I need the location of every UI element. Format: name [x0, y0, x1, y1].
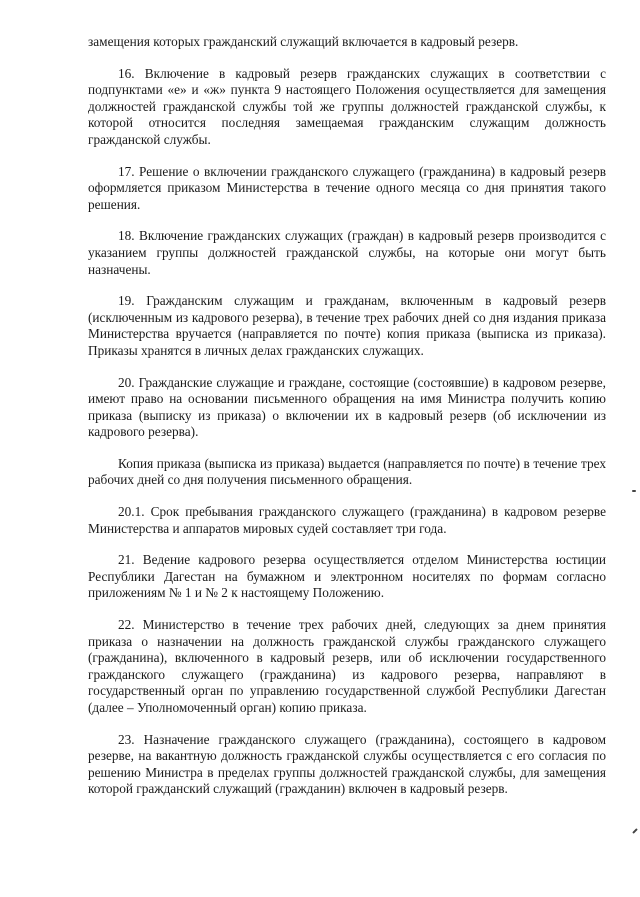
paragraph-20-1: 20.1. Срок пребывания гражданского служащего (гражданина) в кадровом резерве Министерства и аппаратов мировых судей составляет три года. [88, 504, 606, 536]
scan-speck [632, 490, 636, 492]
scan-speck [632, 828, 638, 834]
paragraph-continuation: замещения которых гражданский служащий включается в кадровый резерв. [88, 34, 519, 49]
paragraph-21: 21. Ведение кадрового резерва осуществляется отделом Министерства юстиции Республики Дагестан на бумажном и электронном носителях по формам согласно приложениям № 1 и № 2 к настоящему Положению. [88, 552, 606, 601]
document-body [88, 34, 606, 813]
paragraph-17: 17. Решение о включении гражданского служащего (гражданина) в кадровый резерв оформляется приказом Министерства в течение одного месяца со дня принятия такого решения. [88, 163, 606, 212]
paragraph-20: 20. Гражданские служащие и граждане, состоящие (состоявшие) в кадровом резерве, имеют право на основании письменного обращения на имя Министра получить копию приказа (выписку из приказа) о включении их в кадровый резерв (об исключении из кадрового резерва). [88, 374, 606, 440]
paragraph-20-copy: Копия приказа (выписка из приказа) выдается (направляется по почте) в течение трех рабочих дней со дня получения письменного обращения. [88, 455, 606, 488]
paragraph-19: 19. Гражданским служащим и гражданам, включенным в кадровый резерв (исключенным из кадрового резерва), в течение трех рабочих дней со дня издания приказа Министерства вручается (направляется по почте) копия приказа (выписка из приказа). Приказы хранятся в личных делах гражданских служащих. [88, 293, 606, 358]
paragraph-16: 16. Включение в кадровый резерв гражданских служащих в соответствии с подпунктами «е» и «ж» пункта 9 настоящего Положения осуществляется для замещения должностей гражданской службы той же группы должностей гражданской службы, к которой относится последняя замещаемая гражданским служащим должность гражданской службы. [88, 65, 606, 147]
paragraph-23: 23. Назначение гражданского служащего (гражданина), состоящего в кадровом резерве, на вакантную должность гражданской службы осуществляется с его согласия по решению Министра в пределах группы должностей гражданской службы, для замещения которой гражданский служащий (гражданин) включен в кадровый резерв. [88, 731, 606, 797]
paragraph-22: 22. Министерство в течение трех рабочих дней, следующих за днем принятия приказа о назначении на должность гражданской службы гражданского служащего (гражданина), включенного в кадровый резерв, или об исключении государственного гражданского служащего (гражданина) из кадрового резерва, направляют в государственный орган по управлению государственной службой Республики Дагестан (далее – Уполномоченный орган) копию приказа. [88, 617, 606, 715]
paragraph-18: 18. Включение гражданских служащих (граждан) в кадровый резерв производится с указанием группы должностей гражданской службы, на которые они могут быть назначены. [88, 228, 606, 277]
